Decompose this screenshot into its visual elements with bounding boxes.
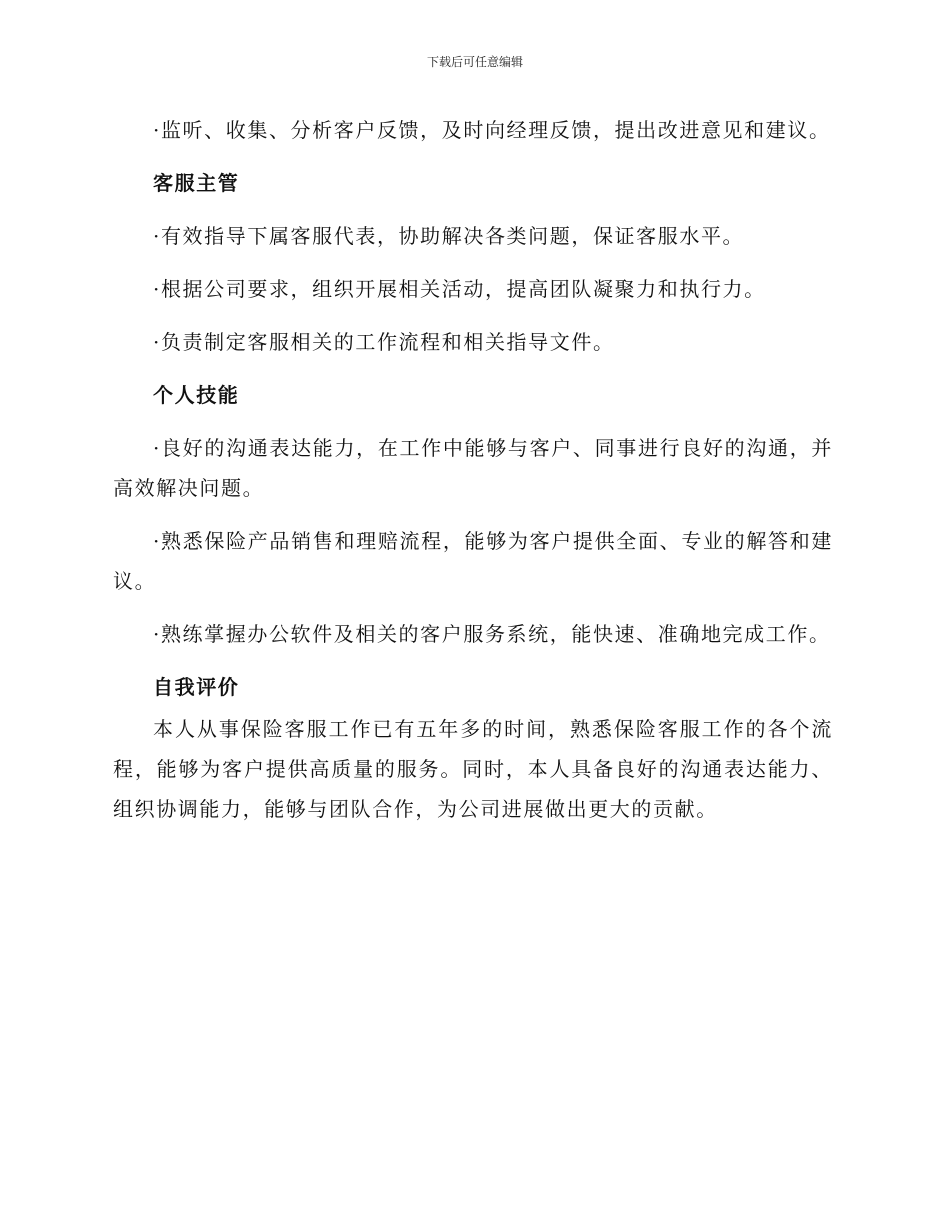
self-evaluation-text: 本人从事保险客服工作已有五年多的时间，熟悉保险客服工作的各个流程，能够为客户提供高质量的服务。同时，本人具备良好的沟通表达能力、组织协调能力，能够与团队合作，为公司进展做出更大的贡献。 [113, 717, 833, 821]
section-title-supervisor: 客服主管 [153, 171, 240, 195]
page-header-note: 下载后可任意编辑 [426, 55, 523, 69]
bullet-supervisor-3: ·负责制定客服相关的工作流程和相关指导文件。 [153, 330, 615, 354]
bullet-skills-2: ·熟悉保险产品销售和理赔流程，能够为客户提供全面、专业的解答和建议。 [113, 529, 833, 593]
section-title-skills: 个人技能 [153, 383, 240, 407]
bullet-skills-3: ·熟练掌握办公软件及相关的客户服务系统，能快速、准确地完成工作。 [153, 622, 831, 646]
section-title-self-evaluation: 自我评价 [153, 675, 240, 699]
bullet-skills-1: ·良好的沟通表达能力，在工作中能够与客户、同事进行良好的沟通，并高效解决问题。 [113, 436, 833, 500]
bullet-supervisor-2: ·根据公司要求，组织开展相关活动，提高团队凝聚力和执行力。 [153, 277, 766, 301]
bullet-feedback: ·监听、收集、分析客户反馈，及时向经理反馈，提出改进意见和建议。 [153, 118, 831, 142]
bullet-supervisor-1: ·有效指导下属客服代表，协助解决各类问题，保证客服水平。 [153, 224, 745, 248]
document-body [113, 110, 833, 849]
